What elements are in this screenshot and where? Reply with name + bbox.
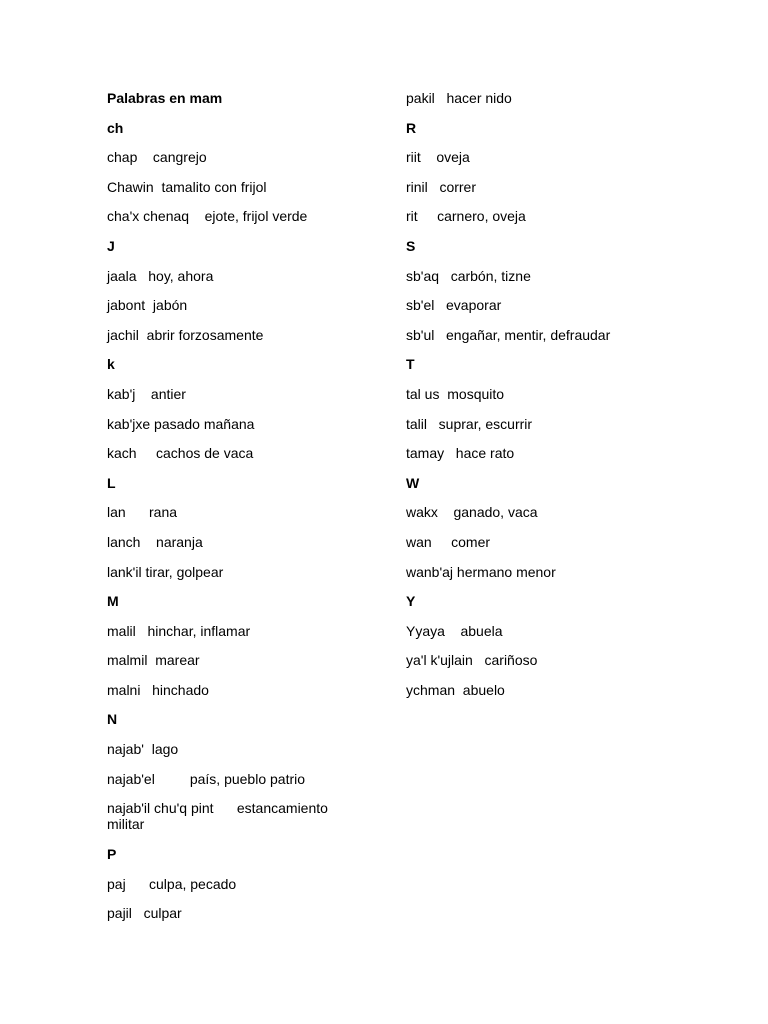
- word-entry: rinil correr: [406, 178, 477, 195]
- letter-heading: T: [406, 356, 415, 373]
- word-entry: riit oveja: [406, 149, 470, 166]
- word-entry: lank'il tirar, golpear: [107, 563, 224, 580]
- word-entry: chap cangrejo: [107, 149, 207, 166]
- word-entry: Yyaya abuela: [406, 622, 503, 639]
- letter-heading: N: [107, 711, 118, 728]
- word-entry: sb'aq carbón, tizne: [406, 267, 531, 284]
- word-entry: talil suprar, escurrir: [406, 415, 533, 432]
- word-entry: kab'jxe pasado mañana: [107, 415, 255, 432]
- word-entry: rit carnero, oveja: [406, 208, 526, 225]
- word-entry: pakil hacer nido: [406, 90, 512, 106]
- word-entry: cha'x chenaq ejote, frijol verde: [107, 208, 308, 225]
- word-entry: jachil abrir forzosamente: [107, 326, 264, 343]
- word-entry: wakx ganado, vaca: [406, 504, 538, 521]
- letter-heading: W: [406, 474, 420, 491]
- letter-heading: P: [107, 846, 117, 863]
- right-column: [406, 90, 706, 711]
- word-entry: sb'ul engañar, mentir, defraudar: [406, 326, 611, 343]
- letter-heading: Y: [406, 593, 416, 610]
- word-entry: ya'l k'ujlain cariñoso: [406, 652, 538, 669]
- word-entry: jaala hoy, ahora: [107, 267, 214, 284]
- word-entry: kab'j antier: [107, 385, 186, 402]
- word-entry: malil hinchar, inflamar: [107, 622, 251, 639]
- word-entry: sb'el evaporar: [406, 297, 502, 314]
- word-entry: tamay hace rato: [406, 445, 515, 462]
- word-entry: najab'el país, pueblo patrio: [107, 770, 306, 787]
- word-entry: lan rana: [107, 504, 178, 521]
- word-entry: Chawin tamalito con frijol: [107, 178, 267, 195]
- word-entry: wanb'aj hermano menor: [406, 563, 556, 580]
- letter-heading: J: [107, 237, 115, 254]
- word-entry: tal us mosquito: [406, 385, 505, 402]
- letter-heading: k: [107, 356, 115, 373]
- word-entry: malni hinchado: [107, 681, 209, 698]
- word-entry: pajil culpar: [107, 905, 182, 922]
- left-column: [107, 90, 367, 935]
- word-entry: lanch naranja: [107, 533, 203, 550]
- word-entry: paj culpa, pecado: [107, 875, 237, 892]
- letter-heading: M: [107, 593, 119, 610]
- letter-heading: L: [107, 474, 116, 491]
- word-entry: jabont jabón: [107, 297, 188, 314]
- page-title: Palabras en mam: [107, 90, 223, 106]
- word-entry: najab' lago: [107, 741, 179, 758]
- letter-heading: ch: [107, 119, 124, 136]
- letter-heading: S: [406, 237, 416, 254]
- word-entry: wan comer: [406, 533, 491, 550]
- letter-heading: R: [406, 119, 417, 136]
- word-entry: ychman abuelo: [406, 681, 505, 698]
- word-entry: malmil marear: [107, 652, 200, 669]
- word-entry: najab'il chu'q pint estancamiento militar: [107, 800, 332, 833]
- word-entry: kach cachos de vaca: [107, 445, 254, 462]
